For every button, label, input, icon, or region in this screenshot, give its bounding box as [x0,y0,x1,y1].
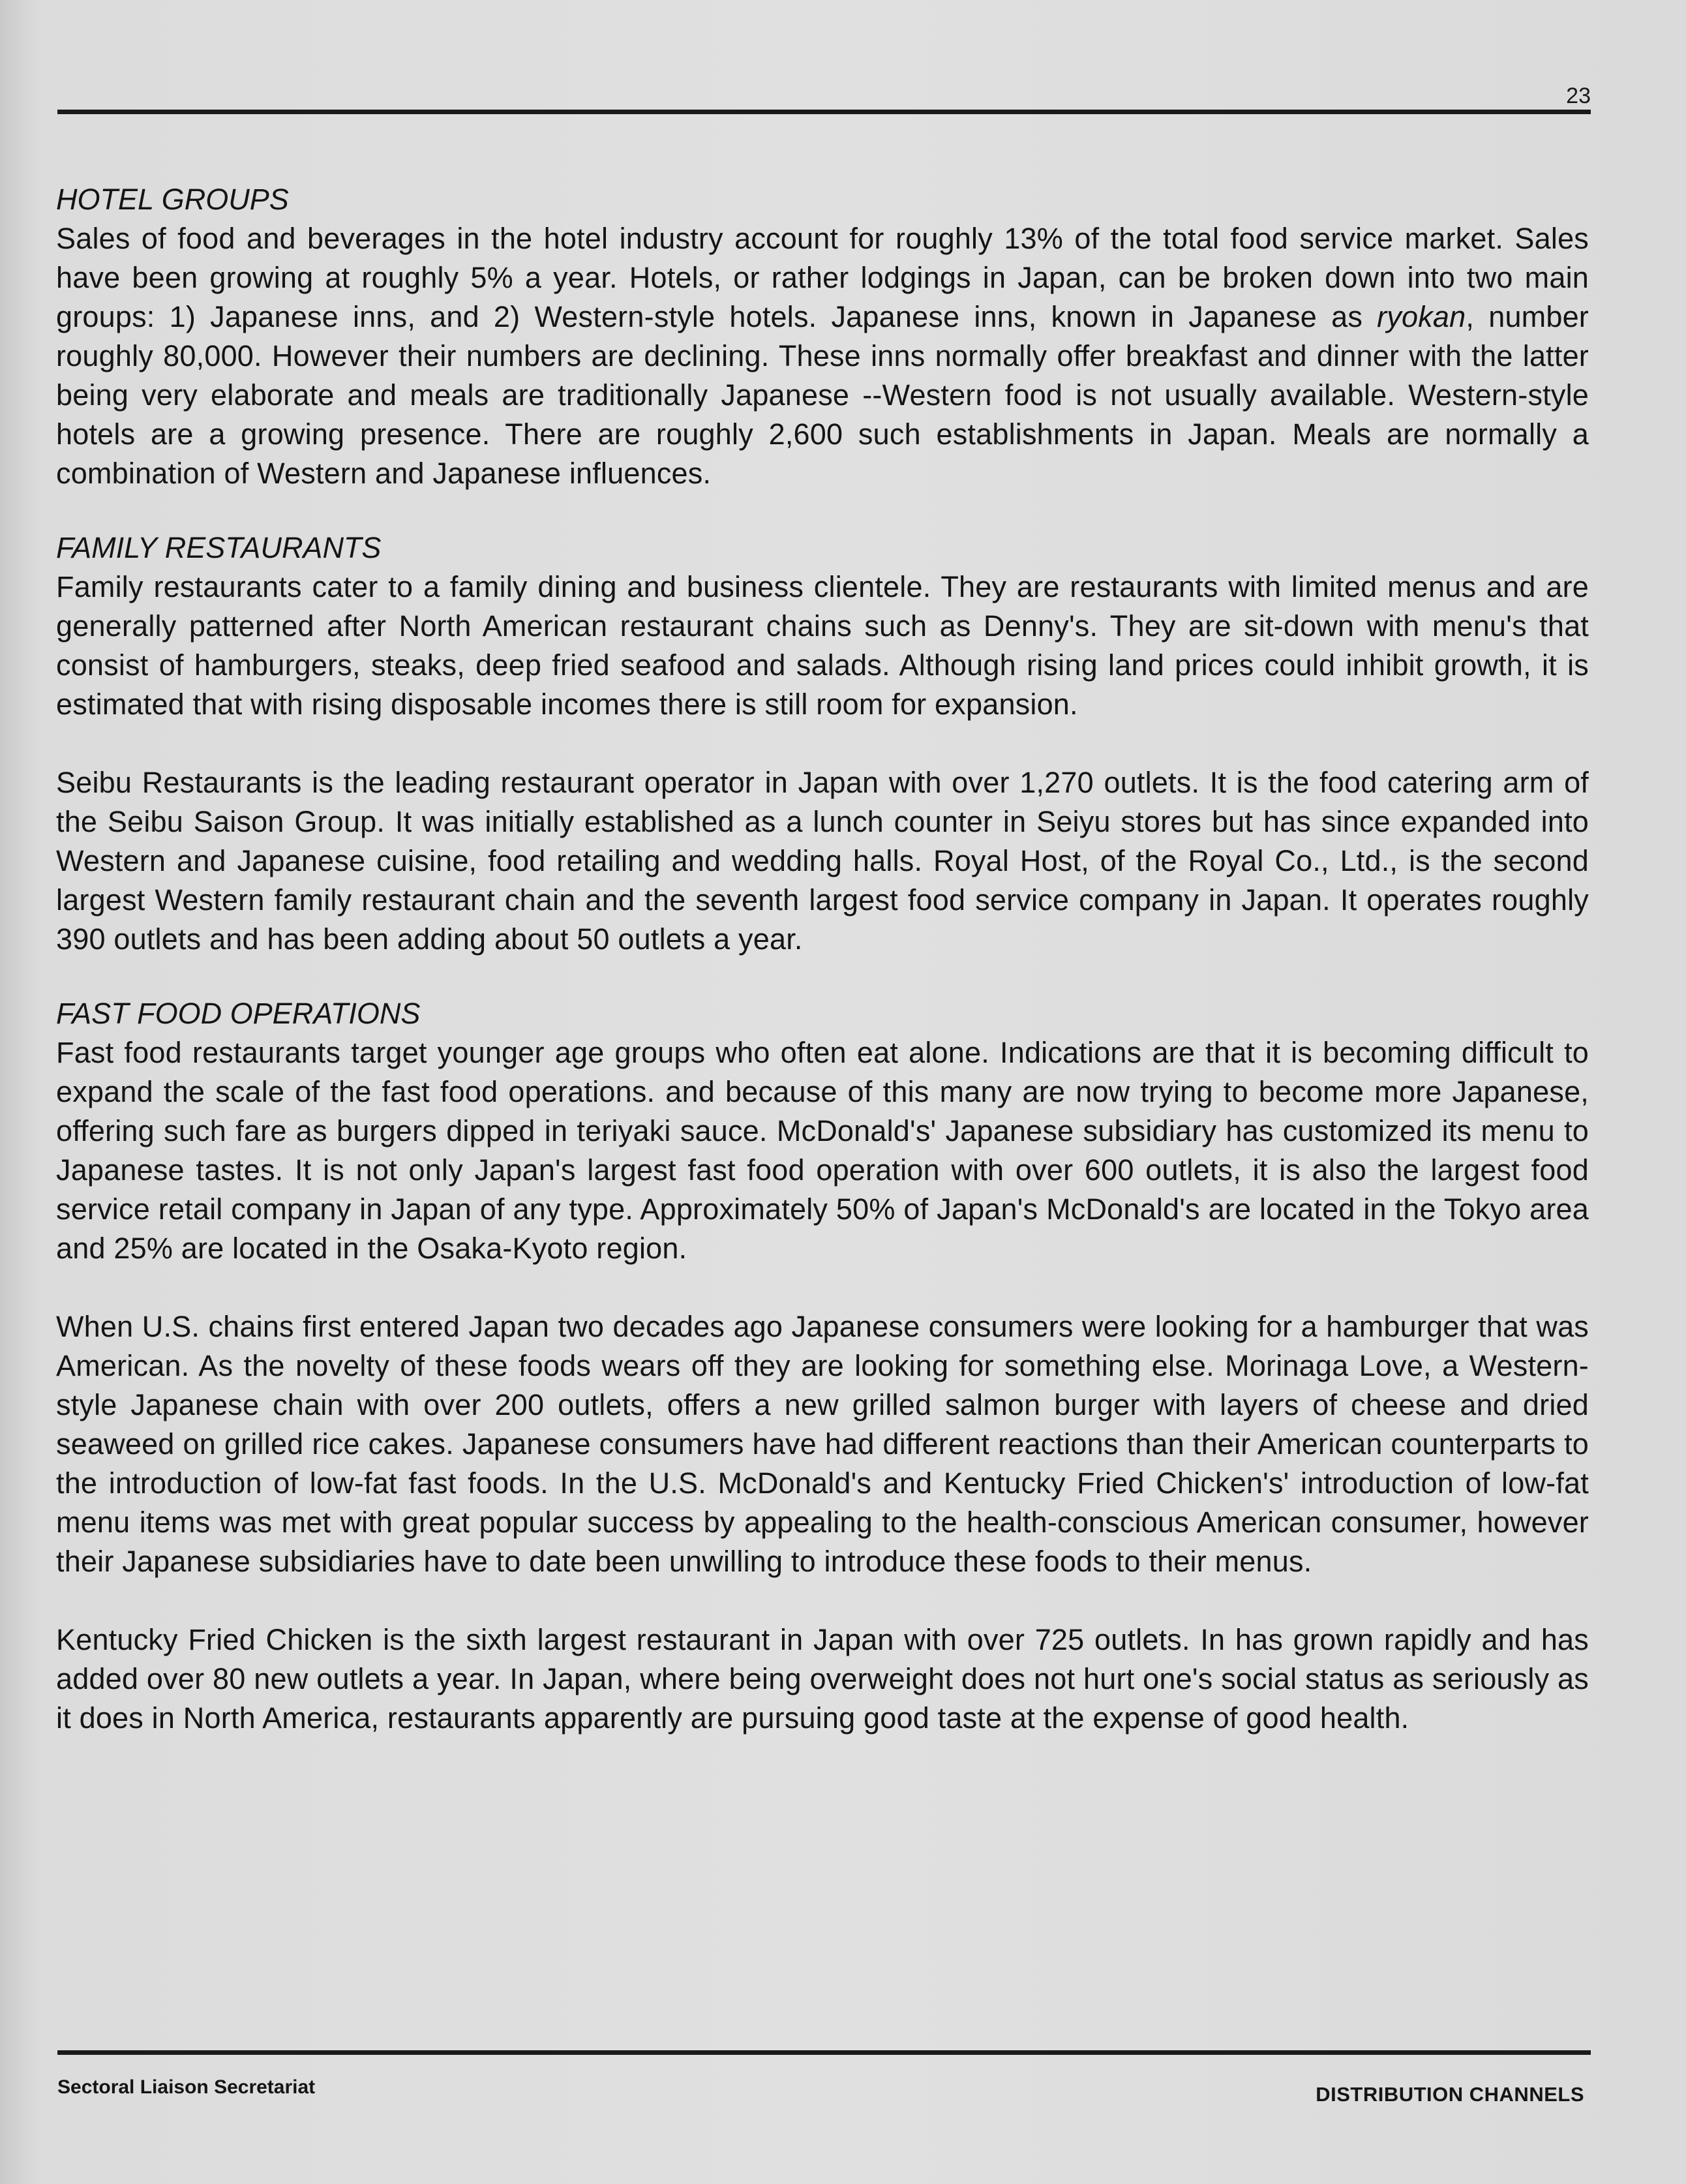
page-body [56,180,1589,1738]
header-rule [57,110,1591,114]
page-number: 23 [1566,83,1591,108]
paragraph-kentucky-fried-chicken: Kentucky Fried Chicken is the sixth largest restaurant in Japan with over 725 outlets. In has grown rapidly and has added over 80 new outlets a year. In Japan, where being overweight does not hurt one's social status as seriously as it does in North America, restaurants apparently are pursuing good taste at the expense of good health. [56,1623,1589,1735]
paragraph-fast-food: Fast food restaurants target younger age groups who often eat alone. Indications are that it is becoming difficult to expand the scale of the fast food operations. and because of this many are now trying to become more Japanese, offering such fare as burgers dipped in teriyaki sauce. McDonald's' Japanese subsidiary has customized its menu to Japanese tastes. It is not only Japan's largest fast food operation with over 600 outlets, it is also the largest food service retail company in Japan of any type. Approximately 50% of Japan's McDonald's are located in the Tokyo area and 25% are located in the Osaka-Kyoto region. [56,1036,1589,1265]
footer-section-title: DISTRIBUTION CHANNELS [1316,2083,1584,2106]
section-heading-family-restaurants: FAMILY RESTAURANTS [56,531,382,564]
footer-organization: Sectoral Liaison Secretariat [57,2076,316,2098]
paragraph-hotel-groups: Sales of food and beverages in the hotel industry account for roughly 13% of the total food service market. Sales have been growing at roughly 5% a year. Hotels, or rather lodgings in Japan, can be broken down into two main groups: 1) Japanese inns, and 2) Western-style hotels. Japanese inns, known in Japanese as ryokan, number roughly 80,000. However their numbers are declining. These inns normally offer breakfast and dinner with the latter being very elaborate and meals are traditionally Japanese --Western food is not usually available. Western-style hotels are a growing presence. There are roughly 2,600 such establishments in Japan. Meals are normally a combination of Western and Japanese influences. [56,222,1589,490]
paragraph-family-restaurants: Family restaurants cater to a family dining and business clientele. They are restaurants with limited menus and are generally patterned after North American restaurant chains such as Denny's. They are sit-down with menu's that consist of hamburgers, steaks, deep fried seafood and salads. Although rising land prices could inhibit growth, it is estimated that with rising disposable incomes there is still room for expansion. [56,570,1589,721]
footer-rule [57,2050,1591,2055]
section-heading-hotel-groups: HOTEL GROUPS [56,183,289,216]
paragraph-seibu-restaurants: Seibu Restaurants is the leading restaurant operator in Japan with over 1,270 outlets. It is the food catering arm of the Seibu Saison Group. It was initially established as a lunch counter in Seiyu stores but has since expanded into Western and Japanese cuisine, food retailing and wedding halls. Royal Host, of the Royal Co., Ltd., is the second largest Western family restaurant chain and the seventh largest food service company in Japan. It operates roughly 390 outlets and has been adding about 50 outlets a year. [56,766,1589,956]
paragraph-us-chains: When U.S. chains first entered Japan two decades ago Japanese consumers were looking for a hamburger that was American. As the novelty of these foods wears off they are looking for something else. Morinaga Love, a Western-style Japanese chain with over 200 outlets, offers a new grilled salmon burger with layers of cheese and dried seaweed on grilled rice cakes. Japanese consumers have had different reactions than their American counterparts to the introduction of low-fat fast foods. In the U.S. McDonald's and Kentucky Fried Chicken's' introduction of low-fat menu items was met with great popular success by appealing to the health-conscious American consumer, however their Japanese subsidiaries have to date been unwilling to introduce these foods to their menus. [56,1310,1589,1578]
section-heading-fast-food: FAST FOOD OPERATIONS [56,997,421,1030]
